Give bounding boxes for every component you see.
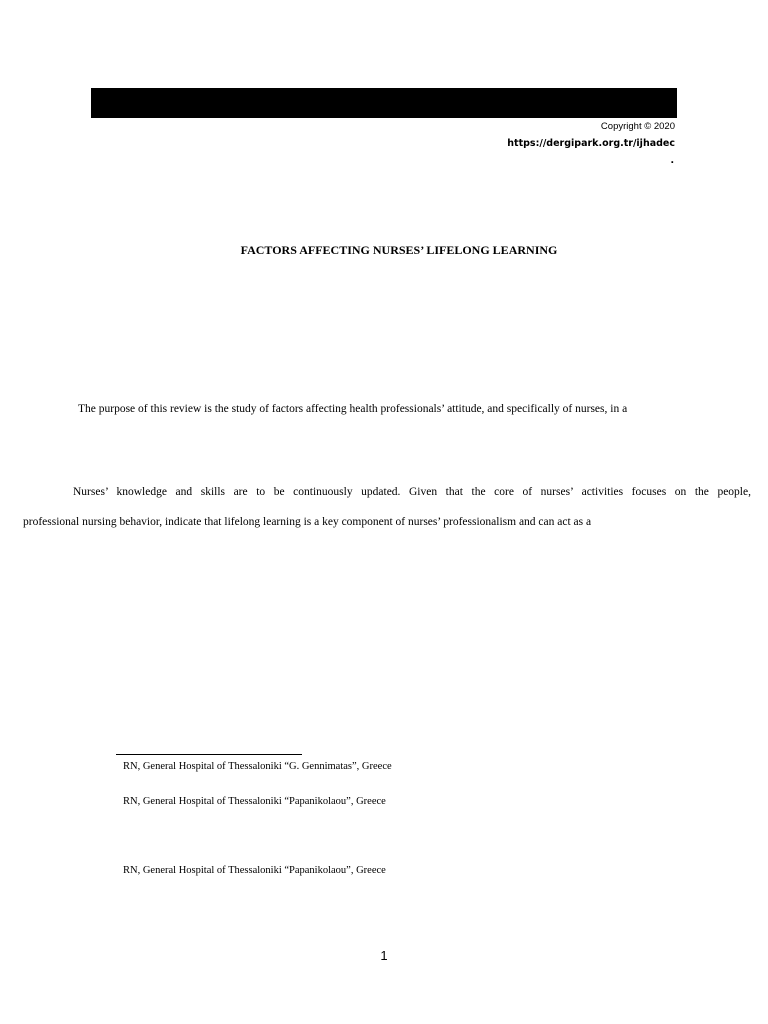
journal-url[interactable]: https://dergipark.org.tr/ijhadec — [507, 138, 675, 149]
footnote-author-2: RN, General Hospital of Thessaloniki “Papanikolaou”, Greece — [123, 796, 386, 807]
header-bar — [91, 88, 677, 118]
abstract-paragraph: The purpose of this review is the study of factors affecting health professionals’ attitude, and specifically of nurses, in a — [78, 403, 628, 415]
footnote-separator — [116, 754, 302, 755]
trailing-mark: . — [670, 152, 674, 166]
body-paragraph-line-1: Nurses’ knowledge and skills are to be continuously updated. Given that the core of nurses’ activities focuses on the people, — [73, 486, 751, 498]
body-paragraph-line-2: professional nursing behavior, indicate that lifelong learning is a key component of nurses’ professionalism and can act as a — [23, 516, 592, 528]
copyright-notice: Copyright © 2020 — [600, 121, 675, 132]
page-number: 1 — [380, 948, 388, 963]
footnote-author-3: RN, General Hospital of Thessaloniki “Papanikolaou”, Greece — [123, 865, 386, 876]
footnote-author-1: RN, General Hospital of Thessaloniki “G. Gennimatas”, Greece — [123, 761, 392, 772]
article-title: FACTORS AFFECTING NURSES’ LIFELONG LEARNING — [240, 243, 558, 257]
